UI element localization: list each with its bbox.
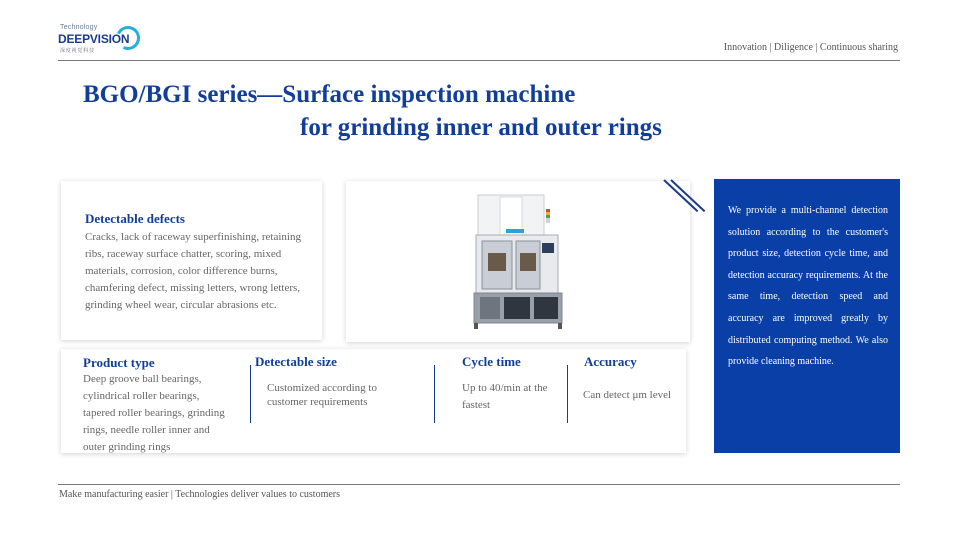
defects-title: Detectable defects	[85, 211, 185, 226]
company-logo	[58, 24, 138, 58]
spec-divider	[567, 365, 568, 423]
inspection-machine-image	[346, 181, 690, 342]
cycle-time-text: Up to 40/min at the fastest	[462, 382, 548, 411]
cycle-time-title: Cycle time	[462, 354, 521, 369]
logo-top-text: Technology	[60, 24, 98, 31]
page-title-line2: for grinding inner and outer rings	[300, 114, 662, 141]
machine-image-card	[346, 181, 690, 342]
accuracy-title: Accuracy	[584, 354, 637, 369]
logo-ring-icon	[113, 23, 144, 54]
footer-text: Make manufacturing easier | Technologies deliver values to customers	[59, 489, 341, 500]
spec-divider	[250, 365, 251, 423]
footer-divider	[58, 484, 900, 485]
product-type-title: Product type	[83, 355, 155, 370]
page-title-line1: BGO/BGI series—Surface inspection machine	[83, 81, 576, 108]
logo-main-text: DEEPVISION	[58, 32, 130, 46]
solution-text: We provide a multi-channel detection solution according to the customer's product size, detection cycle time, and detection accuracy requirements. At the same time, detection speed and accuracy are improved greatly by distributed computing method. We also provide cleaning machine.	[728, 205, 888, 368]
detectable-size-title: Detectable size	[255, 354, 337, 369]
solution-box	[714, 179, 900, 453]
header-tagline: Innovation | Diligence | Continuous sharing	[723, 42, 898, 53]
product-type-text: Deep groove ball bearings, cylindrical roller bearings, tapered roller bearings, grinding rings, needle roller inner and outer grinding rings	[83, 373, 225, 453]
detectable-size-text: Customized according to customer requirements	[267, 382, 377, 408]
logo-sub-text: 深度视觉科技	[60, 48, 95, 54]
accuracy-text: Can detect μm level	[583, 389, 672, 401]
defects-text: Cracks, lack of raceway superfinishing, retaining ribs, raceway surface chatter, scoring, mixed materials, corrosion, color difference burns, chamfering defect, missing letters, wrong letters, grinding wheel wear, circular abrasions etc.	[85, 231, 301, 311]
header-divider	[58, 60, 900, 61]
spec-divider	[434, 365, 435, 423]
